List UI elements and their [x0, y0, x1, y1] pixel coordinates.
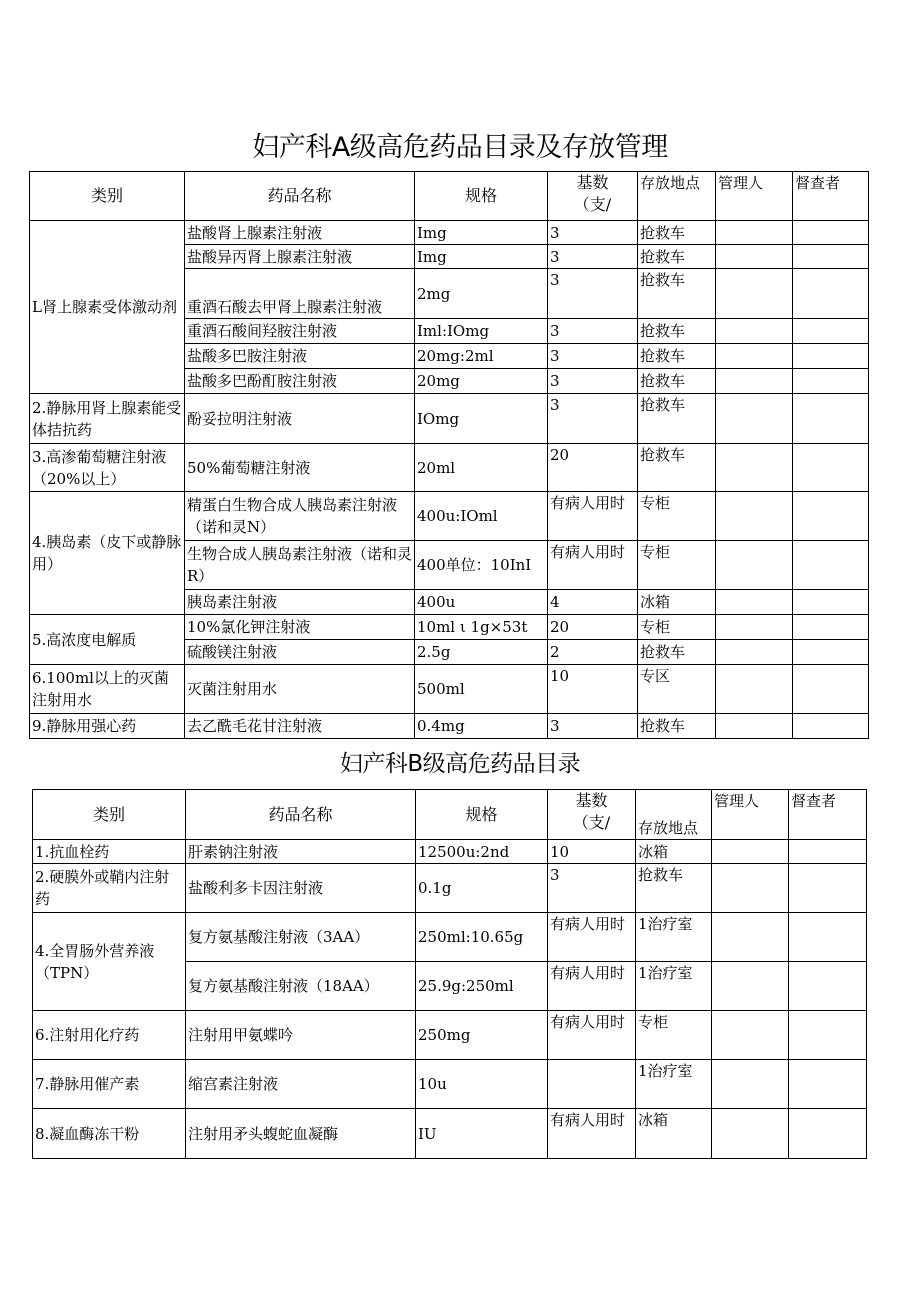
- spec-cell: Img: [415, 245, 548, 269]
- drug-name-cell: 盐酸肾上腺素注射液: [185, 221, 415, 245]
- location-cell: 冰箱: [636, 1109, 712, 1159]
- manager-cell: [716, 269, 793, 319]
- spec-cell: 0.4mg: [415, 714, 548, 739]
- table-row: [30, 221, 869, 245]
- drug-name-cell: 灭菌注射用水: [185, 665, 415, 714]
- supervisor-cell: [793, 590, 869, 615]
- supervisor-cell: [793, 344, 869, 369]
- count-cell: 3: [548, 864, 636, 913]
- location-cell: 抢救车: [638, 319, 716, 344]
- location-cell: 1治疗室: [636, 962, 712, 1011]
- drug-name-cell: 盐酸多巴胺注射液: [185, 344, 415, 369]
- table-row: [33, 1011, 867, 1060]
- count-cell: 3: [548, 714, 638, 739]
- spec-cell: 20mg: [415, 369, 548, 394]
- drug-name-cell: 重酒石酸间羟胺注射液: [185, 319, 415, 344]
- location-cell: 1治疗室: [636, 1060, 712, 1109]
- manager-cell: [716, 444, 793, 492]
- drug-name-cell: 复方氨基酸注射液（18AA）: [186, 962, 416, 1011]
- header-category: 类别: [30, 172, 185, 221]
- spec-cell: 2.5g: [415, 640, 548, 665]
- drug-name-cell: 50%葡萄糖注射液: [185, 444, 415, 492]
- count-cell: 4: [548, 590, 638, 615]
- table-row: [30, 492, 869, 541]
- manager-cell: [716, 714, 793, 739]
- category-cell: 2.硬膜外或鞘内注射药: [33, 864, 186, 913]
- manager-cell: [716, 221, 793, 245]
- count-cell: 3: [548, 369, 638, 394]
- drug-name-cell: 缩宫素注射液: [186, 1060, 416, 1109]
- header-supervisor: 督查者: [789, 790, 867, 840]
- location-cell: 抢救车: [638, 369, 716, 394]
- header-spec: 规格: [416, 790, 548, 840]
- location-cell: 抢救车: [638, 640, 716, 665]
- manager-cell: [716, 394, 793, 444]
- drug-name-cell: 硫酸镁注射液: [185, 640, 415, 665]
- count-cell: 3: [548, 344, 638, 369]
- spec-cell: 10ml ι 1g×53t: [415, 615, 548, 640]
- location-cell: 冰箱: [638, 590, 716, 615]
- supervisor-cell: [793, 269, 869, 319]
- spec-cell: 20mg:2ml: [415, 344, 548, 369]
- category-cell: 7.静脉用催产素: [33, 1060, 186, 1109]
- drug-name-cell: 酚妥拉明注射液: [185, 394, 415, 444]
- drug-name-cell: 胰岛素注射液: [185, 590, 415, 615]
- category-cell: 4.胰岛素（皮下或静脉用）: [30, 492, 185, 615]
- supervisor-cell: [793, 369, 869, 394]
- count-cell: 3: [548, 394, 638, 444]
- category-cell: 5.高浓度电解质: [30, 615, 185, 665]
- supervisor-cell: [789, 1109, 867, 1159]
- drug-name-cell: 重酒石酸去甲肾上腺素注射液: [185, 269, 415, 319]
- location-cell: 1治疗室: [636, 913, 712, 962]
- spec-cell: IU: [416, 1109, 548, 1159]
- location-cell: 抢救车: [638, 344, 716, 369]
- location-cell: 专区: [638, 665, 716, 714]
- count-cell: 有病人用时: [548, 1109, 636, 1159]
- spec-cell: 25.9g:250ml: [416, 962, 548, 1011]
- supervisor-cell: [793, 394, 869, 444]
- count-cell: 3: [548, 221, 638, 245]
- header-location: 存放地点: [638, 172, 716, 221]
- header-manager: 管理人: [712, 790, 789, 840]
- location-cell: 专柜: [636, 1011, 712, 1060]
- count-cell: 有病人用时: [548, 962, 636, 1011]
- drug-name-cell: 肝素钠注射液: [186, 840, 416, 864]
- spec-cell: 250ml:10.65g: [416, 913, 548, 962]
- manager-cell: [716, 344, 793, 369]
- location-cell: 专柜: [638, 541, 716, 590]
- spec-cell: Img: [415, 221, 548, 245]
- header-drug-name: 药品名称: [185, 172, 415, 221]
- count-cell: 20: [548, 444, 638, 492]
- supervisor-cell: [793, 615, 869, 640]
- count-cell: 有病人用时: [548, 913, 636, 962]
- supervisor-cell: [793, 492, 869, 541]
- drug-name-cell: 注射用矛头蝮蛇血凝酶: [186, 1109, 416, 1159]
- spec-cell: IOmg: [415, 394, 548, 444]
- manager-cell: [712, 1011, 789, 1060]
- manager-cell: [712, 1060, 789, 1109]
- supervisor-cell: [789, 1060, 867, 1109]
- manager-cell: [716, 369, 793, 394]
- supervisor-cell: [789, 1011, 867, 1060]
- manager-cell: [716, 492, 793, 541]
- drug-name-cell: 盐酸多巴酚酊胺注射液: [185, 369, 415, 394]
- count-cell: 3: [548, 319, 638, 344]
- manager-cell: [716, 541, 793, 590]
- drug-name-cell: 精蛋白生物合成人胰岛素注射液（诺和灵N）: [185, 492, 415, 541]
- spec-cell: 250mg: [416, 1011, 548, 1060]
- manager-cell: [712, 1109, 789, 1159]
- supervisor-cell: [793, 541, 869, 590]
- supervisor-cell: [793, 665, 869, 714]
- drug-name-cell: 盐酸异丙肾上腺素注射液: [185, 245, 415, 269]
- count-cell: [548, 1060, 636, 1109]
- manager-cell: [712, 913, 789, 962]
- category-cell: 4.全胃肠外营养液（TPN）: [33, 913, 186, 1011]
- manager-cell: [716, 640, 793, 665]
- manager-cell: [716, 590, 793, 615]
- header-base-count: 基数 （支/: [548, 172, 638, 221]
- table-b: [32, 789, 867, 1159]
- supervisor-cell: [793, 640, 869, 665]
- category-cell: 3.高渗葡萄糖注射液（20%以上）: [30, 444, 185, 492]
- header-category: 类别: [33, 790, 186, 840]
- table-row: [33, 1109, 867, 1159]
- location-cell: 抢救车: [638, 221, 716, 245]
- count-cell: 20: [548, 615, 638, 640]
- spec-cell: 10u: [416, 1060, 548, 1109]
- spec-cell: 2mg: [415, 269, 548, 319]
- table-row: [30, 444, 869, 492]
- spec-cell: 400单位：10InI: [415, 541, 548, 590]
- manager-cell: [716, 665, 793, 714]
- location-cell: 抢救车: [636, 864, 712, 913]
- spec-cell: 500ml: [415, 665, 548, 714]
- header-spec: 规格: [415, 172, 548, 221]
- header-supervisor: 督查者: [793, 172, 869, 221]
- spec-cell: Iml:IOmg: [415, 319, 548, 344]
- header-drug-name: 药品名称: [186, 790, 416, 840]
- supervisor-cell: [793, 714, 869, 739]
- location-cell: 抢救车: [638, 394, 716, 444]
- manager-cell: [712, 840, 789, 864]
- category-cell: L肾上腺素受体激动剂: [30, 221, 185, 394]
- table-b-header: [33, 790, 867, 840]
- category-cell: 8.凝血酶冻干粉: [33, 1109, 186, 1159]
- spec-cell: 12500u:2nd: [416, 840, 548, 864]
- manager-cell: [716, 245, 793, 269]
- header-manager: 管理人: [716, 172, 793, 221]
- header-location: 存放地点: [636, 790, 712, 840]
- count-cell: 10: [548, 840, 636, 864]
- supervisor-cell: [789, 864, 867, 913]
- location-cell: 专柜: [638, 615, 716, 640]
- count-cell: 有病人用时: [548, 541, 638, 590]
- table-row: [30, 615, 869, 640]
- manager-cell: [712, 962, 789, 1011]
- drug-name-cell: 注射用甲氨蝶吟: [186, 1011, 416, 1060]
- spec-cell: 20ml: [415, 444, 548, 492]
- table-a-header: [30, 172, 869, 221]
- count-cell: 10: [548, 665, 638, 714]
- manager-cell: [712, 864, 789, 913]
- title-a: 妇产科A级高危药品目录及存放管理: [252, 132, 668, 163]
- spec-cell: 400u: [415, 590, 548, 615]
- drug-name-cell: 盐酸利多卡因注射液: [186, 864, 416, 913]
- spec-cell: 0.1g: [416, 864, 548, 913]
- category-cell: 9.静脉用强心药: [30, 714, 185, 739]
- drug-name-cell: 去乙酰毛花甘注射液: [185, 714, 415, 739]
- count-cell: 3: [548, 245, 638, 269]
- manager-cell: [716, 615, 793, 640]
- table-row: [30, 714, 869, 739]
- supervisor-cell: [793, 444, 869, 492]
- spec-cell: 400u:IOml: [415, 492, 548, 541]
- table-row: [33, 1060, 867, 1109]
- category-cell: 6.100ml以上的灭菌注射用水: [30, 665, 185, 714]
- table-row: [33, 913, 867, 962]
- table-row: [30, 394, 869, 444]
- supervisor-cell: [789, 840, 867, 864]
- supervisor-cell: [793, 245, 869, 269]
- count-cell: 有病人用时: [548, 1011, 636, 1060]
- table-row: [33, 840, 867, 864]
- table-row: [30, 665, 869, 714]
- count-cell: 3: [548, 269, 638, 319]
- supervisor-cell: [793, 221, 869, 245]
- manager-cell: [716, 319, 793, 344]
- table-row: [33, 864, 867, 913]
- supervisor-cell: [793, 319, 869, 344]
- title-b: 妇产科B级高危药品目录: [339, 751, 581, 777]
- supervisor-cell: [789, 962, 867, 1011]
- drug-name-cell: 10%氯化钾注射液: [185, 615, 415, 640]
- location-cell: 抢救车: [638, 245, 716, 269]
- count-cell: 有病人用时: [548, 492, 638, 541]
- count-cell: 2: [548, 640, 638, 665]
- supervisor-cell: [789, 913, 867, 962]
- location-cell: 抢救车: [638, 714, 716, 739]
- category-cell: 2.静脉用肾上腺素能受体拮抗药: [30, 394, 185, 444]
- category-cell: 6.注射用化疗药: [33, 1011, 186, 1060]
- location-cell: 抢救车: [638, 269, 716, 319]
- location-cell: 专柜: [638, 492, 716, 541]
- drug-name-cell: 生物合成人胰岛素注射液（诺和灵R）: [185, 541, 415, 590]
- header-base-count: 基数 （支/: [548, 790, 636, 840]
- location-cell: 冰箱: [636, 840, 712, 864]
- table-a: [29, 171, 869, 739]
- category-cell: 1.抗血栓药: [33, 840, 186, 864]
- drug-name-cell: 复方氨基酸注射液（3AA）: [186, 913, 416, 962]
- location-cell: 抢救车: [638, 444, 716, 492]
